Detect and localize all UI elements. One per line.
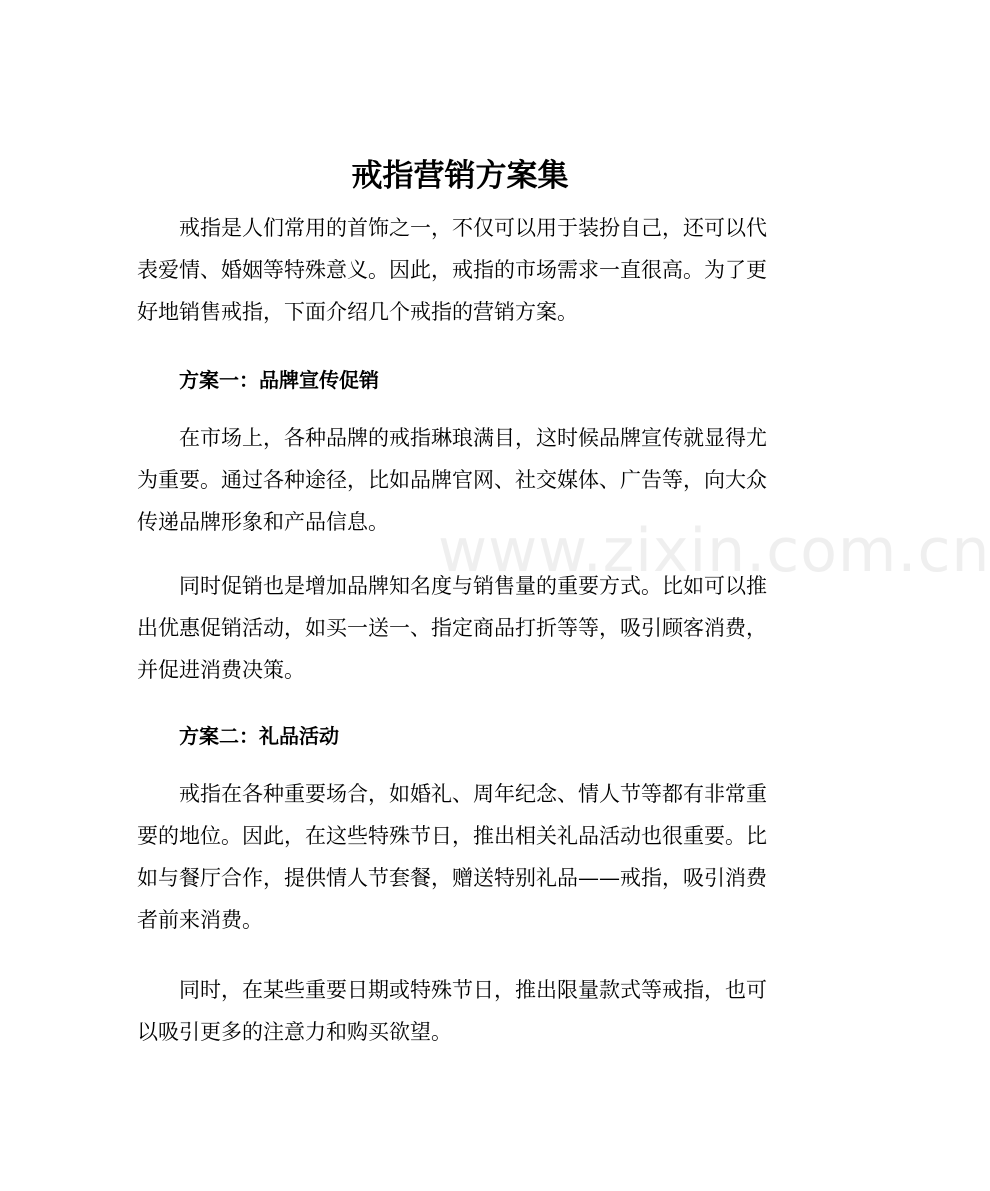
section-2-paragraph-2: 同时，在某些重要日期或特殊节日，推出限量款式等戒指，也可以吸引更多的注意力和购买欲望。 xyxy=(137,978,767,1044)
section-heading-2: 方案二：礼品活动 xyxy=(179,724,339,748)
watermark: www.zixin.com.cn xyxy=(438,516,990,586)
section-heading-1: 方案一：品牌宣传促销 xyxy=(179,368,379,392)
document-title: 戒指营销方案集 xyxy=(351,158,569,194)
section-1-paragraph-2: 同时促销也是增加品牌知名度与销售量的重要方式。比如可以推出优惠促销活动，如买一送一、指定商品打折等等，吸引顾客消费，并促进消费决策。 xyxy=(137,574,767,682)
section-2-paragraph-1: 戒指在各种重要场合，如婚礼、周年纪念、情人节等都有非常重要的地位。因此，在这些特殊节日，推出相关礼品活动也很重要。比如与餐厅合作，提供情人节套餐，赠送特别礼品——戒指，吸引消费者前来消费。 xyxy=(137,782,767,932)
intro-paragraph: 戒指是人们常用的首饰之一，不仅可以用于装扮自己，还可以代表爱情、婚姻等特殊意义。因此，戒指的市场需求一直很高。为了更好地销售戒指，下面介绍几个戒指的营销方案。 xyxy=(137,216,767,324)
section-1-paragraph-1: 在市场上，各种品牌的戒指琳琅满目，这时候品牌宣传就显得尤为重要。通过各种途径，比如品牌官网、社交媒体、广告等，向大众传递品牌形象和产品信息。 xyxy=(137,426,767,534)
